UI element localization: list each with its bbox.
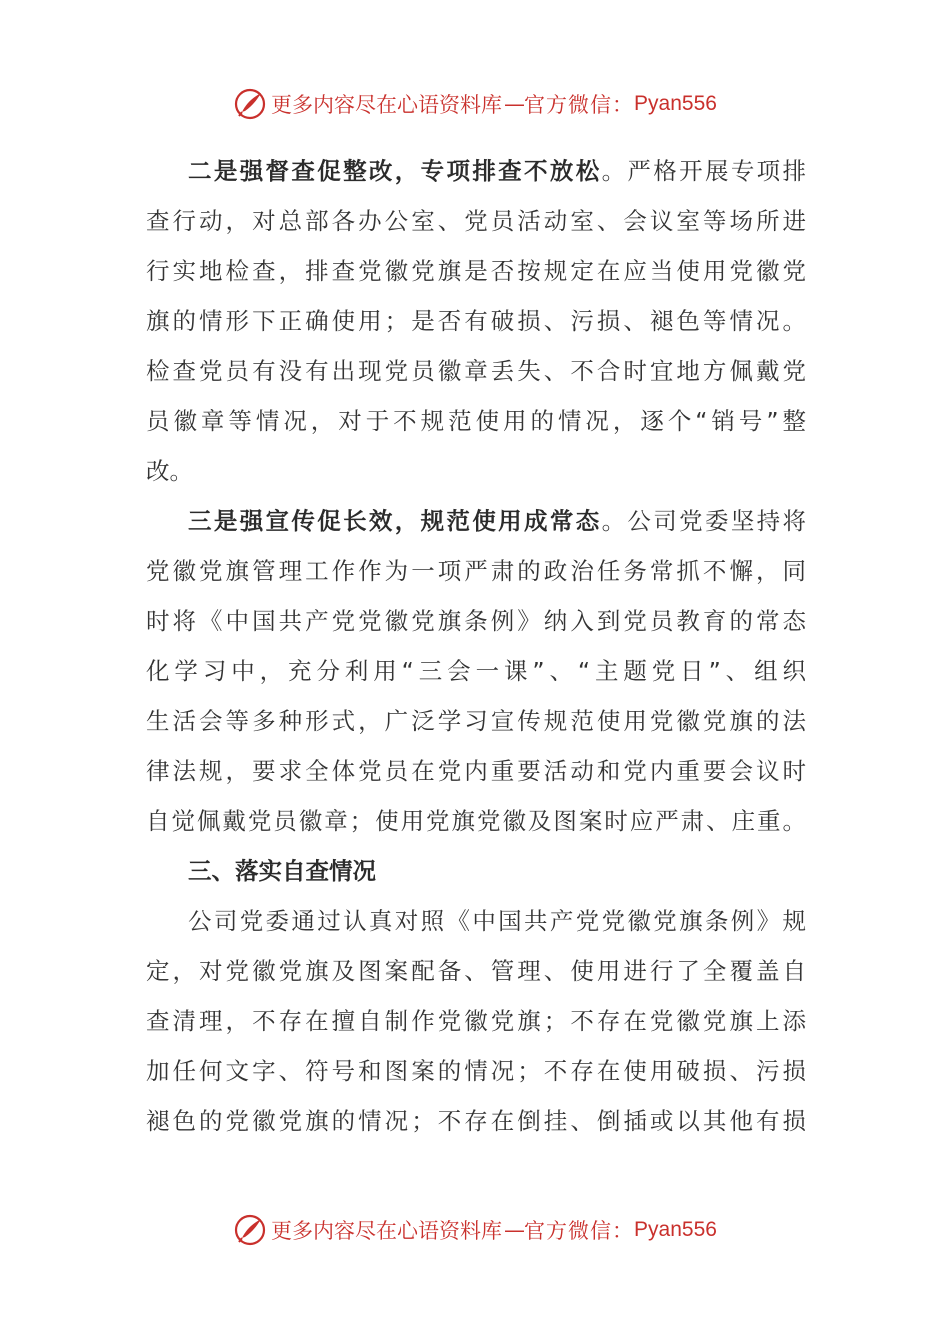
watermark-dash: — (504, 92, 523, 116)
watermark-dash: — (504, 1218, 523, 1242)
text-line: 检查党员有没有出现党员徽章丢失、不合时宜地方佩戴党 (146, 357, 806, 385)
watermark-wechat-id: Pyan556 (634, 92, 717, 115)
watermark-wechat-id: Pyan556 (634, 1218, 717, 1241)
quill-logo-icon (233, 87, 267, 121)
text-line: 律法规，要求全体党员在党内重要活动和党内重要会议时 (146, 757, 806, 785)
text-line: 员徽章等情况，对于不规范使用的情况，逐个“销号”整 (146, 407, 806, 435)
text-line: 查清理，不存在擅自制作党徽党旗；不存在党徽党旗上添 (146, 1007, 806, 1035)
document-body (146, 146, 806, 1146)
text-line: 改。 (146, 457, 193, 485)
quill-logo-icon (233, 1213, 267, 1247)
text-run: 。严格开展专项排 (601, 157, 806, 185)
watermark-sub-text: 官方微信： (524, 1219, 635, 1243)
text-line (146, 146, 806, 196)
text-line: 行实地检查，排查党徽党旗是否按规定在应当使用党徽党 (146, 257, 806, 285)
text-line: 化学习中，充分利用“三会一课”、“主题党日”、组织 (146, 657, 806, 685)
text-line: 加任何文字、符号和图案的情况；不存在使用破损、污损 (146, 1057, 806, 1085)
text-line: 褪色的党徽党旗的情况；不存在倒挂、倒插或以其他有损 (146, 1107, 806, 1135)
paragraph-lead: 二是强督查促整改，专项排查不放松 (188, 157, 602, 185)
text-line: 时将《中国共产党党徽党旗条例》纳入到党员教育的常态 (146, 607, 806, 635)
text-line: 自觉佩戴党员徽章；使用党旗党徽及图案时应严肃、庄重。 (146, 807, 806, 835)
watermark-sub-text: 官方微信： (524, 93, 635, 117)
text-line (146, 496, 806, 546)
footer-watermark (0, 1210, 950, 1250)
header-watermark (0, 84, 950, 124)
text-line: 党徽党旗管理工作作为一项严肃的政治任务常抓不懈，同 (146, 557, 806, 585)
text-line: 查行动，对总部各办公室、党员活动室、会议室等场所进 (146, 207, 806, 235)
paragraph-lead: 三是强宣传促长效，规范使用成常态 (188, 507, 602, 535)
watermark-main-text: 更多内容尽在心语资料库 (271, 93, 503, 117)
text-line: 公司党委通过认真对照《中国共产党党徽党旗条例》规 (188, 907, 806, 935)
text-line: 定，对党徽党旗及图案配备、管理、使用进行了全覆盖自 (146, 957, 806, 985)
text-line: 生活会等多种形式，广泛学习宣传规范使用党徽党旗的法 (146, 707, 806, 735)
text-line: 旗的情形下正确使用；是否有破损、污损、褪色等情况。 (146, 307, 806, 335)
text-run: 。公司党委坚持将 (601, 507, 806, 535)
watermark-main-text: 更多内容尽在心语资料库 (271, 1219, 503, 1243)
section-heading: 三、落实自查情况 (188, 857, 376, 885)
